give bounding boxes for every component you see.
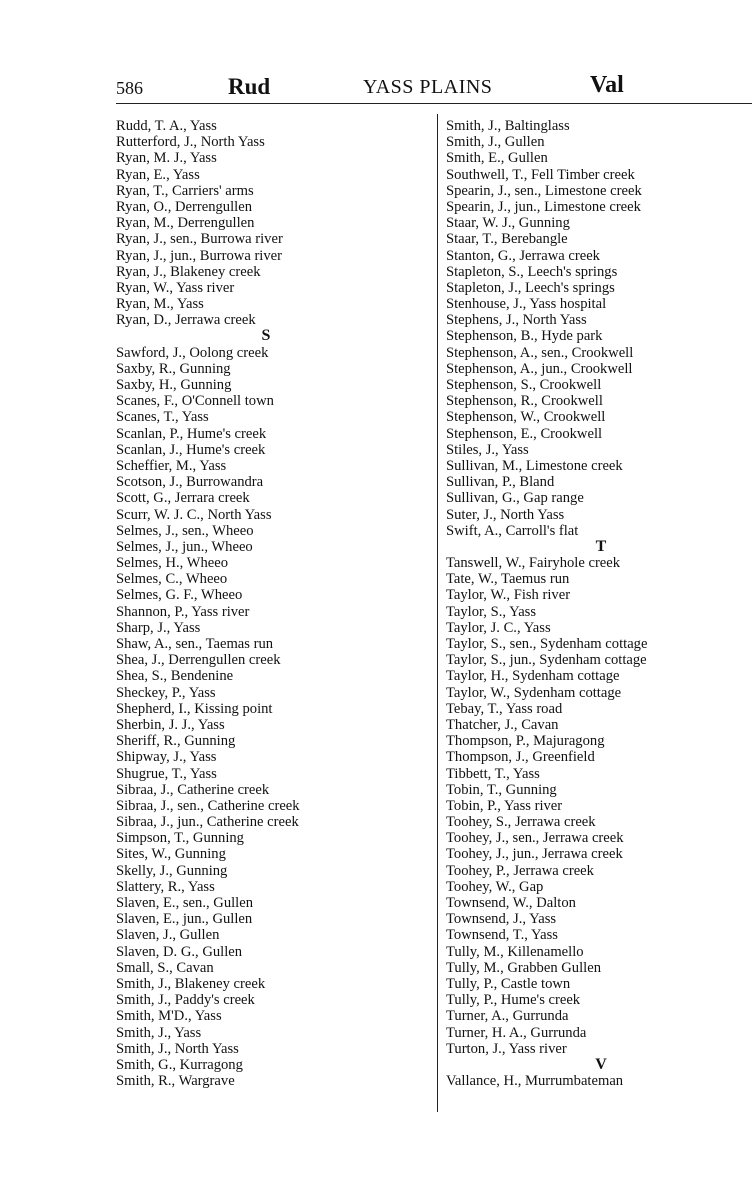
directory-entry: Vallance, H., Murrumbateman: [446, 1073, 624, 1090]
directory-entry: Tully, P., Castle town: [446, 975, 571, 992]
directory-entry: Rutterford, J., North Yass: [116, 134, 265, 151]
directory-entry: Taylor, W., Sydenham cottage: [446, 684, 622, 701]
directory-entry: Shepherd, I., Kissing point: [116, 700, 273, 717]
directory-entry: Townsend, T., Yass: [446, 927, 558, 944]
directory-entry: Sheriff, R., Gunning: [116, 733, 236, 750]
directory-entry: Tobin, P., Yass river: [446, 797, 563, 814]
directory-entry: Ryan, W., Yass river: [116, 279, 235, 296]
directory-entry: Selmes, C., Wheeo: [116, 571, 228, 588]
directory-entry: Shugrue, T., Yass: [116, 765, 217, 782]
directory-entry: Toohey, W., Gap: [446, 878, 544, 895]
directory-entry: Taylor, H., Sydenham cottage: [446, 668, 620, 685]
directory-entry: Ryan, J., sen., Burrowa river: [116, 231, 283, 248]
directory-entry: Ryan, D., Jerrawa creek: [116, 312, 256, 329]
directory-entry: Stephenson, W., Crookwell: [446, 409, 606, 426]
directory-entry: Toohey, P., Jerrawa creek: [446, 862, 594, 879]
directory-entry: Smith, E., Gullen: [446, 150, 548, 167]
directory-entry: Stephenson, E., Crookwell: [446, 425, 603, 442]
directory-entry: Slaven, E., jun., Gullen: [116, 911, 253, 928]
directory-entry: Sharp, J., Yass: [116, 619, 201, 636]
directory-entry: Saxby, H., Gunning: [116, 377, 232, 393]
directory-entry: Turton, J., Yass river: [446, 1040, 567, 1057]
directory-entry: Slattery, R., Yass: [116, 878, 215, 895]
directory-entry: Stapleton, S., Leech's springs: [446, 263, 618, 280]
directory-entry: Tully, M., Grabben Gullen: [446, 959, 601, 976]
directory-entry: Smith, G., Kurragong: [116, 1056, 243, 1073]
directory-entry: Spearin, J., jun., Limestone creek: [446, 198, 641, 215]
directory-entry: Thatcher, J., Cavan: [446, 716, 559, 733]
directory-entry: Shipway, J., Yass: [116, 749, 217, 766]
directory-entry: Scanlan, P., Hume's creek: [116, 425, 267, 442]
directory-entry: Selmes, G. F., Wheeo: [116, 587, 243, 604]
directory-entry: Sawford, J., Oolong creek: [116, 344, 269, 361]
directory-entry: Townsend, J., Yass: [446, 911, 557, 928]
directory-entry: Smith, J., North Yass: [116, 1040, 239, 1057]
directory-entry: Smith, M'D., Yass: [116, 1008, 222, 1025]
directory-entry: Sibraa, J., sen., Catherine creek: [116, 797, 300, 814]
directory-entry: Small, S., Cavan: [116, 959, 214, 976]
right-guide-word: Val: [590, 72, 624, 98]
directory-entry: Taylor, S., Yass: [446, 603, 537, 620]
directory-entry: Smith, J., Blakeney creek: [116, 975, 266, 992]
directory-entry: Ryan, T., Carriers' arms: [116, 182, 254, 199]
directory-entry: Shaw, A., sen., Taemas run: [116, 636, 274, 652]
directory-entry: Sheckey, P., Yass: [116, 684, 216, 701]
directory-entry: Stanton, G., Jerrawa creek: [446, 247, 600, 264]
directory-entry: Ryan, O., Derrengullen: [116, 198, 252, 215]
directory-entry: Scanes, T., Yass: [116, 409, 209, 426]
right-column: [446, 118, 752, 1089]
directory-entry: Smith, J., Baltinglass: [446, 118, 570, 134]
directory-entry: Smith, J., Gullen: [446, 134, 545, 151]
directory-entry: Tanswell, W., Fairyhole creek: [446, 555, 621, 572]
directory-entry: Saxby, R., Gunning: [116, 360, 231, 377]
directory-entry: Ryan, M., Derrengullen: [116, 215, 255, 232]
directory-entry: Thompson, J., Greenfield: [446, 749, 595, 766]
directory-entry: Selmes, J., sen., Wheeo: [116, 522, 254, 539]
left-guide-word: Rud: [228, 74, 271, 99]
directory-entry: Skelly, J., Gunning: [116, 862, 228, 879]
directory-entry: Stephenson, A., jun., Crookwell: [446, 360, 633, 377]
directory-entry: Taylor, W., Fish river: [446, 587, 571, 604]
directory-entry: Slaven, J., Gullen: [116, 927, 220, 944]
page-number: 586: [116, 78, 143, 98]
directory-entry: Ryan, J., Blakeney creek: [116, 263, 261, 280]
directory-entry: Tebay, T., Yass road: [446, 700, 563, 717]
directory-entry: Tobin, T., Gunning: [446, 781, 557, 798]
directory-entry: Tibbett, T., Yass: [446, 765, 540, 782]
directory-entry: Suter, J., North Yass: [446, 506, 565, 523]
directory-entry: Taylor, J. C., Yass: [446, 619, 551, 636]
directory-entry: Stapleton, J., Leech's springs: [446, 279, 615, 296]
directory-entry: Selmes, H., Wheeo: [116, 555, 228, 572]
section-letter: T: [595, 537, 607, 555]
directory-entry: Stenhouse, J., Yass hospital: [446, 296, 607, 313]
column-divider: [437, 114, 438, 1112]
directory-entry: Smith, R., Wargrave: [116, 1073, 235, 1090]
directory-entry: Rudd, T. A., Yass: [116, 118, 217, 134]
directory-entry: Ryan, M. J., Yass: [116, 150, 217, 167]
directory-entry: Townsend, W., Dalton: [446, 895, 576, 911]
directory-entry: Scotson, J., Burrowandra: [116, 474, 264, 491]
left-column: [116, 118, 434, 1089]
directory-entry: Taylor, S., sen., Sydenham cottage: [446, 636, 648, 652]
directory-entry: Stephenson, A., sen., Crookwell: [446, 344, 634, 361]
directory-entry: Sherbin, J. J., Yass: [116, 716, 225, 733]
directory-entry: Turner, H. A., Gurrunda: [446, 1024, 587, 1041]
directory-entry: Staar, T., Berebangle: [446, 231, 568, 248]
directory-entry: Sibraa, J., Catherine creek: [116, 781, 270, 798]
directory-entry: Slaven, E., sen., Gullen: [116, 895, 253, 911]
directory-entry: Stiles, J., Yass: [446, 441, 529, 458]
directory-entry: Sites, W., Gunning: [116, 846, 226, 863]
directory-entry: Toohey, J., sen., Jerrawa creek: [446, 830, 624, 847]
header-rule: [116, 103, 752, 104]
directory-entry: Staar, W. J., Gunning: [446, 215, 570, 232]
directory-entry: Ryan, M., Yass: [116, 296, 204, 313]
page-title: YASS PLAINS: [363, 76, 493, 98]
directory-entry: Toohey, J., jun., Jerrawa creek: [446, 846, 623, 863]
page-header: [0, 72, 752, 102]
directory-entry: Stephenson, S., Crookwell: [446, 377, 602, 393]
directory-entry: Thompson, P., Majuragong: [446, 733, 605, 750]
directory-entry: Simpson, T., Gunning: [116, 830, 244, 847]
directory-entry: Selmes, J., jun., Wheeo: [116, 538, 253, 555]
directory-entry: Sullivan, G., Gap range: [446, 490, 584, 507]
directory-entry: Scheffier, M., Yass: [116, 457, 227, 474]
directory-entry: Sullivan, P., Bland: [446, 474, 555, 491]
directory-entry: Ryan, E., Yass: [116, 166, 200, 183]
directory-entry: Tully, P., Hume's creek: [446, 992, 581, 1009]
directory-entry: Slaven, D. G., Gullen: [116, 943, 243, 960]
directory-entry: Ryan, J., jun., Burrowa river: [116, 247, 282, 264]
directory-entry: Southwell, T., Fell Timber creek: [446, 166, 635, 183]
directory-entry: Sullivan, M., Limestone creek: [446, 457, 623, 474]
directory-entry: Spearin, J., sen., Limestone creek: [446, 182, 642, 199]
directory-entry: Scanes, F., O'Connell town: [116, 393, 274, 410]
directory-entry: Shannon, P., Yass river: [116, 603, 250, 620]
directory-entry: Shea, S., Bendenine: [116, 668, 234, 685]
directory-entry: Scanlan, J., Hume's creek: [116, 441, 266, 458]
directory-entry: Tate, W., Taemus run: [446, 571, 570, 588]
section-letter: S: [261, 327, 271, 345]
directory-entry: Stephens, J., North Yass: [446, 312, 587, 329]
directory-entry: Stephenson, R., Crookwell: [446, 393, 603, 410]
directory-entry: Sibraa, J., jun., Catherine creek: [116, 814, 299, 831]
directory-entry: Smith, J., Yass: [116, 1024, 202, 1041]
directory-entry: Smith, J., Paddy's creek: [116, 992, 255, 1009]
directory-entry: Tully, M., Killenamello: [446, 943, 584, 960]
section-letter: V: [595, 1055, 607, 1073]
directory-entry: Taylor, S., jun., Sydenham cottage: [446, 652, 647, 669]
directory-entry: Stephenson, B., Hyde park: [446, 328, 603, 345]
directory-entry: Turner, A., Gurrunda: [446, 1008, 569, 1025]
directory-entry: Toohey, S., Jerrawa creek: [446, 814, 596, 831]
directory-entry: Swift, A., Carroll's flat: [446, 522, 579, 539]
directory-entry: Scott, G., Jerrara creek: [116, 490, 250, 507]
directory-entry: Scurr, W. J. C., North Yass: [116, 506, 272, 523]
directory-entry: Shea, J., Derrengullen creek: [116, 652, 281, 669]
